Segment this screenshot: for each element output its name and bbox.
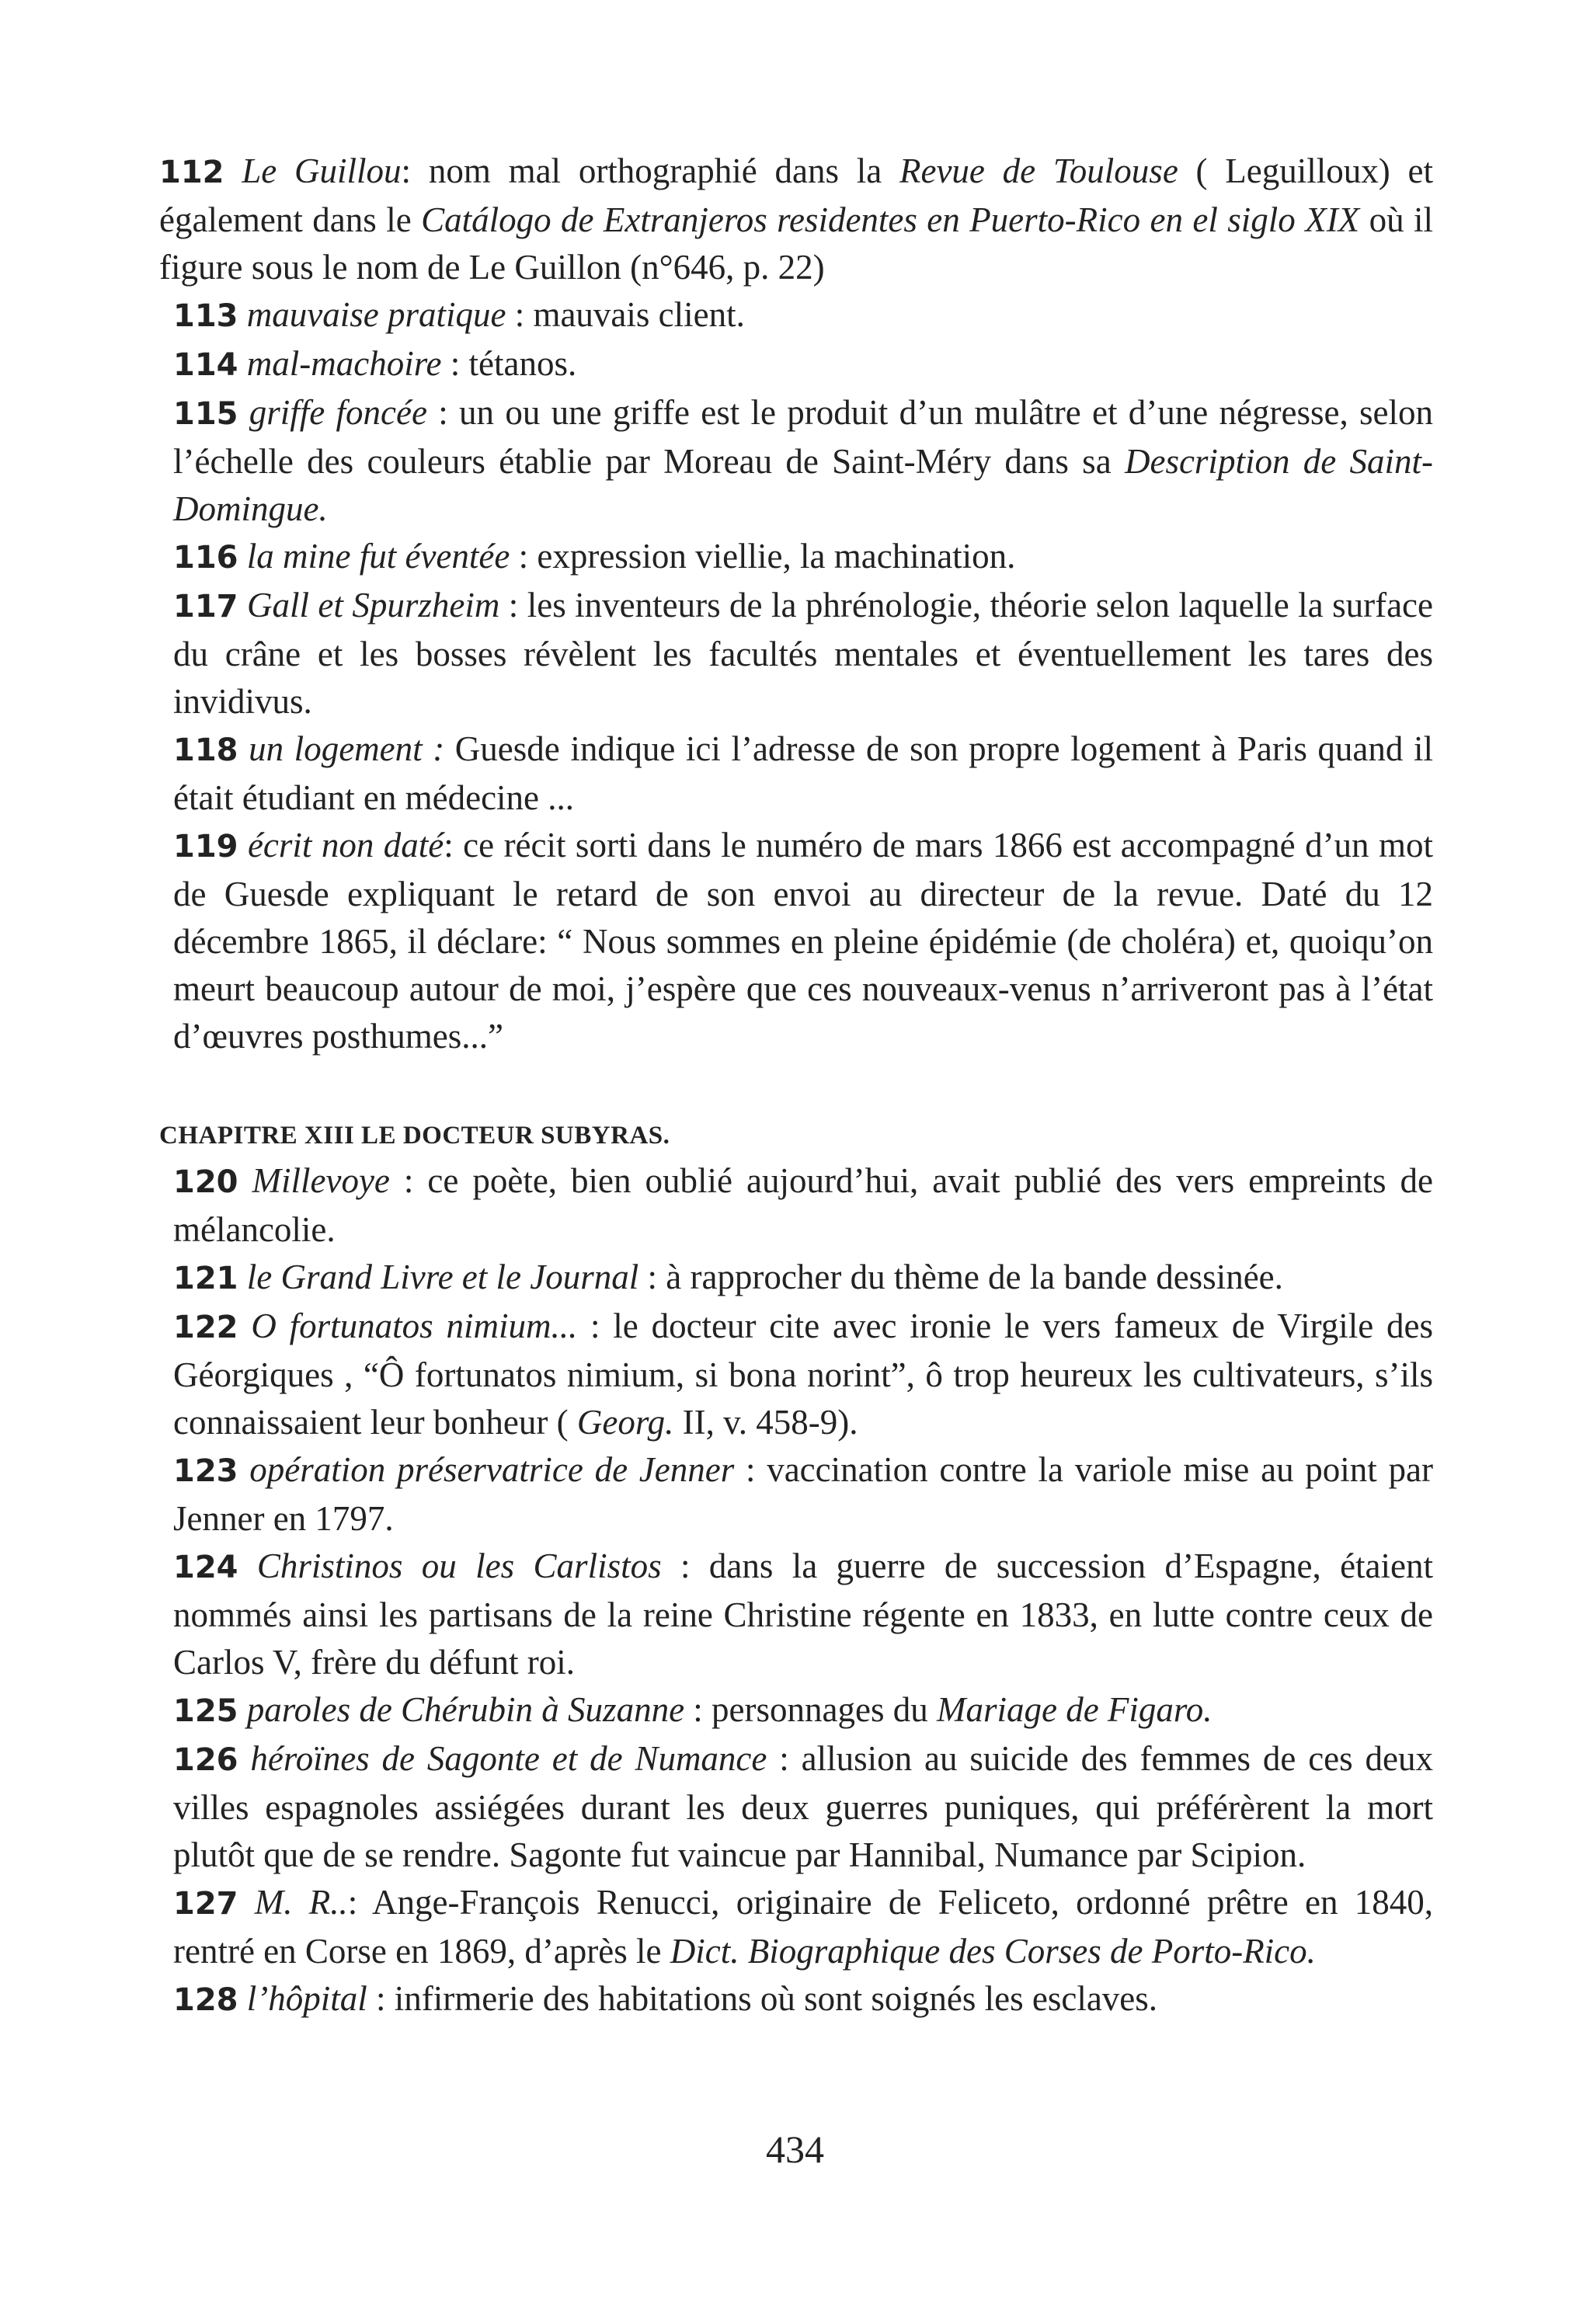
note-term: un logement : [249,729,445,768]
note-term: opération préservatrice de Jenner [249,1450,735,1489]
note-number: 123 [173,1453,238,1489]
source-title: Revue de Toulouse [899,151,1178,190]
note-number: 118 [173,732,238,768]
note-term: Christinos ou les Carlistos [256,1546,662,1585]
note-number: 127 [173,1886,238,1922]
source-title: Mariage de Figaro. [936,1690,1213,1729]
endnote-119: 119 écrit non daté: ce récit sorti dans le numéro de mars 1866 est accompagné d’un mot de Guesde expliquant le retard de son envoi au directeur de la revue. Daté du 12 décembre 1865, il déclare: “ Nous sommes en pleine épidémie (de choléra) et, quoiqu’on meurt beaucoup autour de moi, j’espère que ces nouveaux-venus n’arriveront pas à l’état d’œuvres posthumes...” [173,826,1433,1056]
endnote-120: 120 Millevoye : ce poète, bien oublié aujourd’hui, avait publié des vers empreints de mélancolie. [173,1161,1433,1249]
endnote-123: 123 opération préservatrice de Jenner : vaccination contre la variole mise au point par Jenner en 1797. [173,1450,1433,1538]
note-term: Millevoye [252,1161,390,1200]
note-number: 122 [173,1310,238,1345]
note-number: 116 [173,540,238,576]
endnote-124: 124 Christinos ou les Carlistos : dans la guerre de succession d’Espagne, étaient nommés ainsi les partisans de la reine Christine régente en 1833, en lutte contre ceux de Carlos V, frère du défunt roi. [173,1546,1434,1682]
endnote-125: 125 paroles de Chérubin à Suzanne : personnages du Mariage de Figaro. [173,1690,1213,1729]
endnote-122: 122 O fortunatos nimium... : le docteur cite avec ironie le vers fameux de Virgile des Géorgiques , “Ô fortunatos nimium, si bona norint”, ô trop heureux les cultivateurs, s’ils connaissaient leur bonheur ( Georg. II, v. 458-9). [173,1306,1434,1442]
note-term: écrit non daté [247,826,444,865]
note-number: 120 [173,1164,238,1200]
note-number: 126 [173,1742,238,1778]
endnote-116: 116 la mine fut éventée : expression viellie, la machination. [173,537,1016,576]
source-title: Catálogo de Extranjeros residentes en Puerto-Rico en el siglo XIX [421,200,1360,239]
note-number: 128 [173,1982,238,2018]
source-title: Georg. [576,1403,674,1442]
note-term: Gall et Spurzheim [246,586,500,624]
note-number: 114 [173,347,238,383]
endnote-127: 127 M. R..: Ange-François Renucci, originaire de Feliceto, ordonné prêtre en 1840, rentré en Corse en 1869, d’après le Dict. Biographique des Corses de Porto-Rico. [173,1883,1433,1971]
note-term: le Grand Livre et le Journal [246,1258,639,1296]
note-term: l’hôpital [246,1979,367,2018]
note-number: 115 [173,396,238,432]
note-number: 121 [173,1261,238,1296]
note-number: 112 [159,155,224,190]
note-number: 117 [173,589,238,624]
source-title: Dict. Biographique des Corses de Porto-Rico. [670,1932,1316,1971]
endnote-121: 121 le Grand Livre et le Journal : à rapprocher du thème de la bande dessinée. [173,1258,1283,1296]
endnote-112: 112 Le Guillou: nom mal orthographié dans la Revue de Toulouse ( Leguilloux) et également dans le Catálogo de Extranjeros residentes en Puerto-Rico en el siglo XIX où il figure sous le nom de Le Guillon (n°646, p. 22) [159,151,1434,287]
endnote-126: 126 héroïnes de Sagonte et de Numance : allusion au suicide des femmes de ces deux villes espagnoles assiégées durant les deux guerres puniques, qui préférèrent la mort plutôt que de se rendre. Sagonte fut vaincue par Hannibal, Numance par Scipion. [173,1739,1433,1874]
note-number: 119 [173,829,238,865]
endnote-118: 118 un logement : Guesde indique ici l’adresse de son propre logement à Paris quand il était étudiant en médecine ... [173,729,1433,817]
endnote-117: 117 Gall et Spurzheim : les inventeurs de la phrénologie, théorie selon laquelle la surface du crâne et les bosses révèlent les facultés mentales et éventuellement les tares des invidivus. [173,586,1434,721]
page-number: 434 [766,2127,824,2171]
note-term: paroles de Chérubin à Suzanne [246,1690,685,1729]
note-term: héroïnes de Sagonte et de Numance [250,1739,767,1778]
note-term: O fortunatos nimium... [251,1306,578,1345]
note-number: 124 [173,1550,238,1585]
endnote-128: 128 l’hôpital : infirmerie des habitations où sont soignés les esclaves. [173,1979,1158,2018]
note-term: mauvaise pratique [246,295,506,334]
note-term: Le Guillou [242,151,402,190]
endnote-114: 114 mal-machoire : tétanos. [173,344,577,383]
note-number: 125 [173,1693,238,1729]
source-title: Description de Saint-Domingue. [173,442,1433,528]
note-term: griffe foncée [249,393,427,432]
endnote-113: 113 mauvaise pratique : mauvais client. [173,295,745,334]
endnote-115: 115 griffe foncée : un ou une griffe est le produit d’un mulâtre et d’une négresse, selon l’échelle des couleurs établie par Moreau de Saint-Méry dans sa Description de Saint-Domingue. [173,393,1433,528]
endnotes-section [159,148,1433,2024]
note-term: M. R.. [254,1883,348,1922]
note-term: la mine fut éventée [246,537,510,576]
note-term: mal-machoire [246,344,442,383]
chapter-heading: CHAPITRE XIII LE DOCTEUR SUBYRAS. [159,1122,670,1150]
note-number: 113 [173,298,238,334]
